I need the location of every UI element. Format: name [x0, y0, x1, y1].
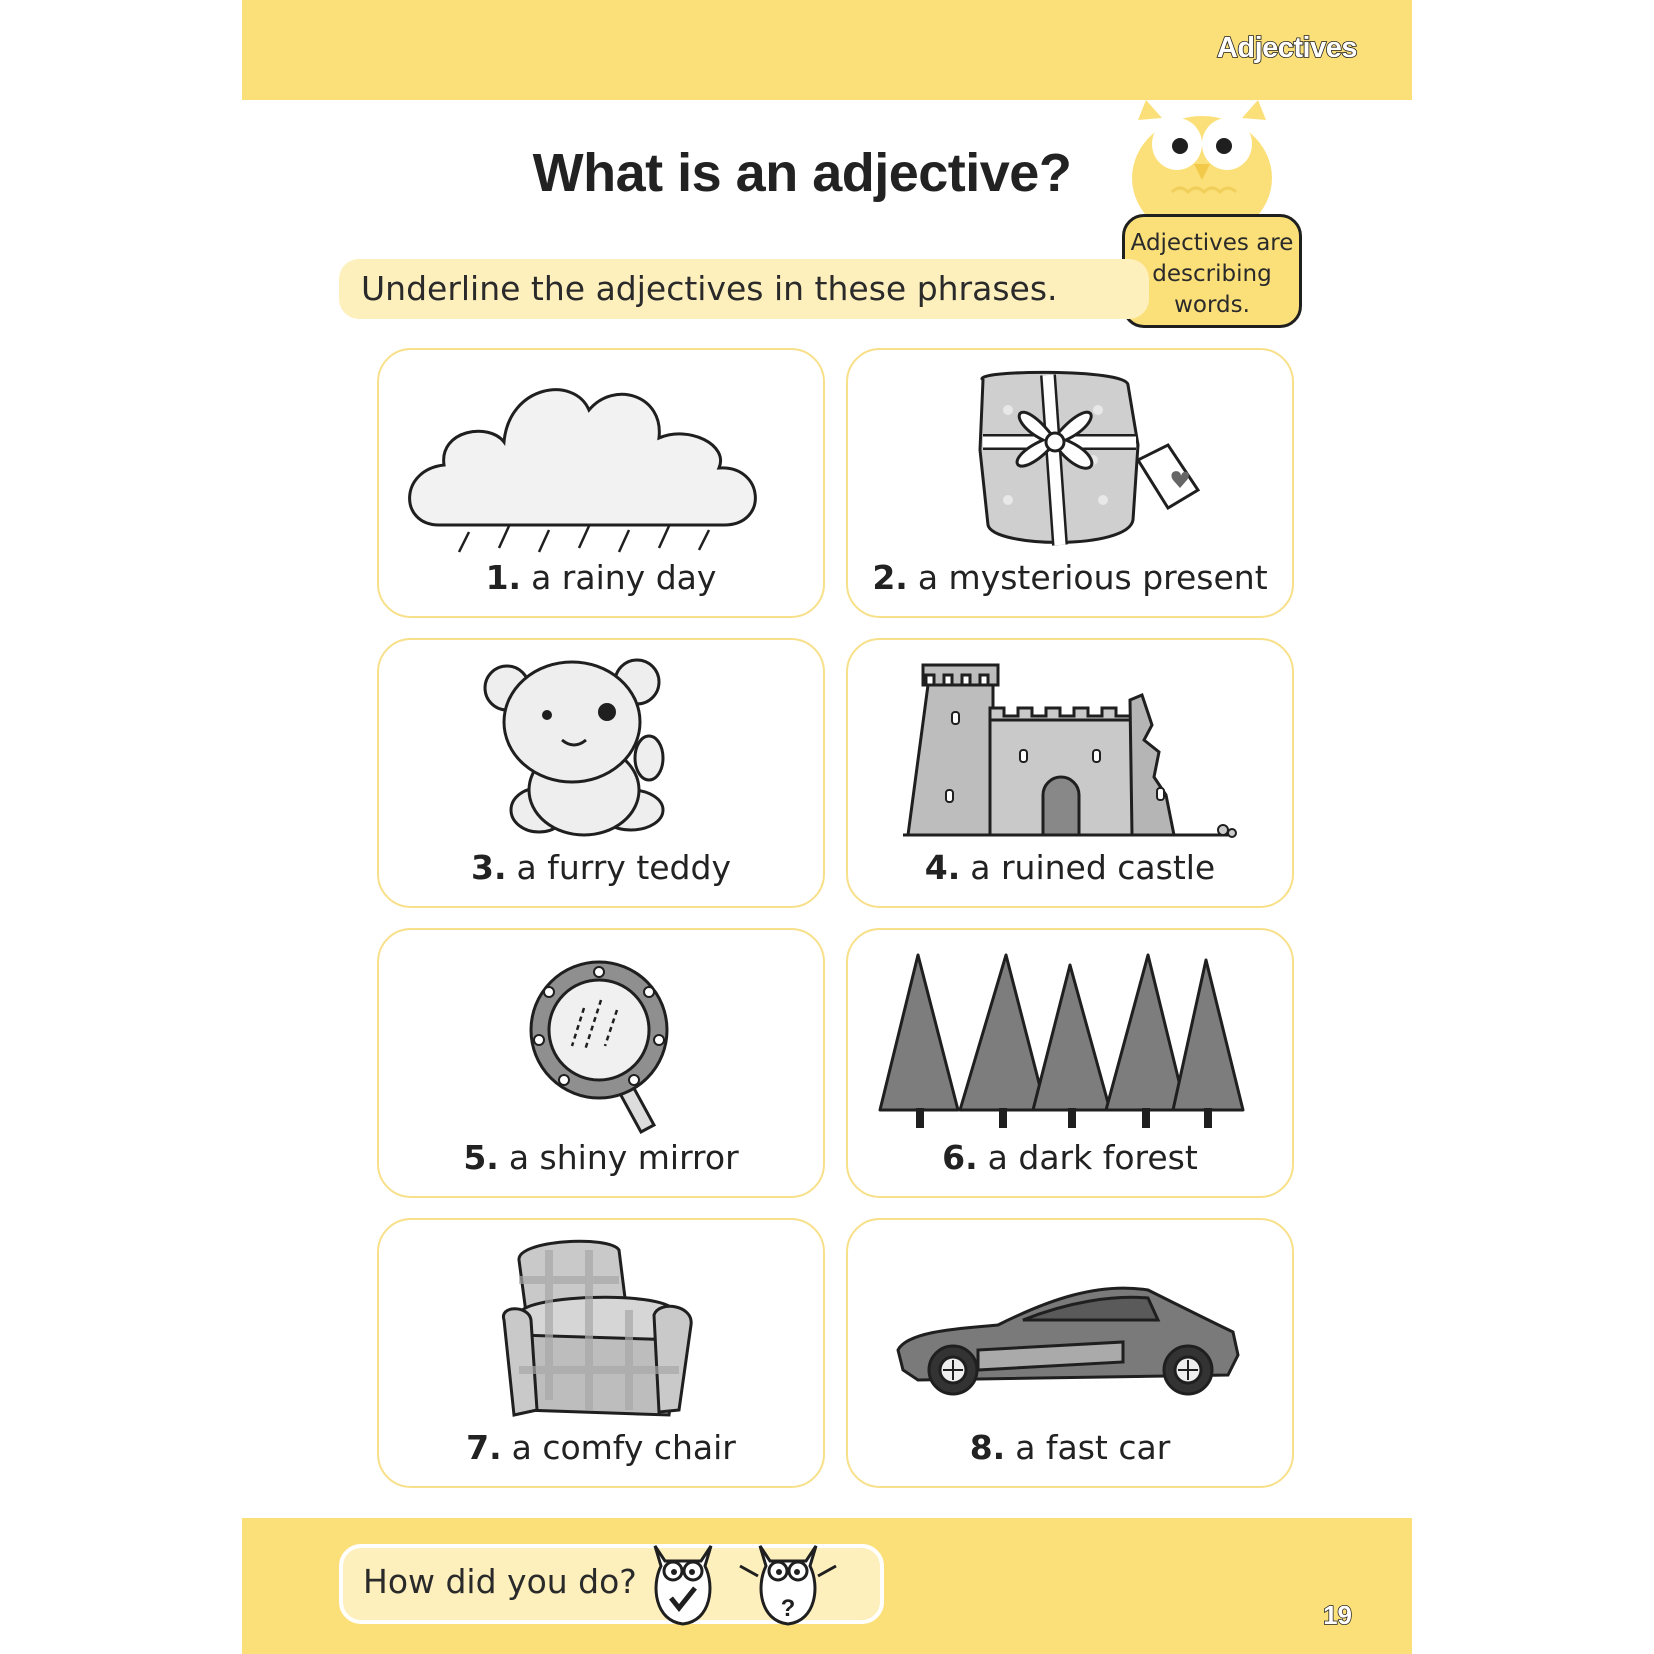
- item-number: 2.: [872, 558, 908, 597]
- item-number: 3.: [471, 848, 507, 887]
- item-number: 5.: [463, 1138, 499, 1177]
- forest-icon: [848, 930, 1296, 1140]
- phrase-card: [846, 638, 1294, 908]
- item-phrase: a shiny mirror: [508, 1138, 739, 1177]
- phrase-card: [846, 928, 1294, 1198]
- gift-icon: [848, 350, 1296, 560]
- phrase-caption: [848, 1428, 1292, 1467]
- page-title: What is an adjective?: [532, 143, 1072, 203]
- item-number: 7.: [466, 1428, 502, 1467]
- phrase-card: [377, 348, 825, 618]
- phrase-card: [377, 1218, 825, 1488]
- phrase-card: [846, 348, 1294, 618]
- armchair-icon: [379, 1220, 827, 1430]
- item-number: 8.: [969, 1428, 1006, 1467]
- item-phrase: a ruined castle: [970, 848, 1216, 887]
- header-bar: [242, 0, 1412, 100]
- phrase-card: [377, 638, 825, 908]
- svg-text:?: ?: [780, 1595, 796, 1622]
- phrase-caption: [848, 558, 1292, 597]
- phrase-card: [846, 1218, 1294, 1488]
- phrase-caption: [848, 1138, 1292, 1177]
- phrase-caption: [848, 848, 1292, 887]
- page-number: 19: [1323, 1600, 1352, 1630]
- mirror-icon: [379, 930, 827, 1140]
- item-phrase: a furry teddy: [516, 848, 731, 887]
- item-phrase: a comfy chair: [511, 1428, 736, 1467]
- section-tag: Adjectives: [1216, 32, 1357, 64]
- item-phrase: a fast car: [1015, 1428, 1171, 1467]
- worksheet-page: [242, 0, 1412, 1654]
- sports-car-icon: [848, 1220, 1296, 1430]
- phrase-caption: [379, 1428, 823, 1467]
- bubble-line: Adjectives are: [1130, 230, 1294, 256]
- item-number: 1.: [485, 558, 522, 597]
- instruction-banner: Underline the adjectives in these phrases.: [339, 259, 1149, 319]
- teddy-bear-icon: [379, 640, 827, 850]
- self-assessment-box: [339, 1544, 884, 1624]
- phrase-caption: [379, 1138, 823, 1177]
- bubble-line: describing: [1152, 261, 1272, 287]
- item-number: 4.: [924, 848, 961, 887]
- item-phrase: a mysterious present: [917, 558, 1268, 597]
- castle-icon: [848, 640, 1296, 850]
- owl-question-icon[interactable]: [738, 1536, 838, 1636]
- owl-tick-icon[interactable]: [643, 1536, 723, 1636]
- rain-cloud-icon: [379, 350, 827, 560]
- phrase-card: [377, 928, 825, 1198]
- self-assessment-prompt: How did you do?: [363, 1562, 637, 1601]
- phrase-caption: [379, 558, 823, 597]
- item-phrase: a rainy day: [531, 558, 717, 597]
- item-number: 6.: [942, 1138, 978, 1177]
- speech-bubble: [1122, 214, 1302, 328]
- item-phrase: a dark forest: [987, 1138, 1198, 1177]
- bubble-line: words.: [1174, 292, 1250, 318]
- phrase-caption: [379, 848, 823, 887]
